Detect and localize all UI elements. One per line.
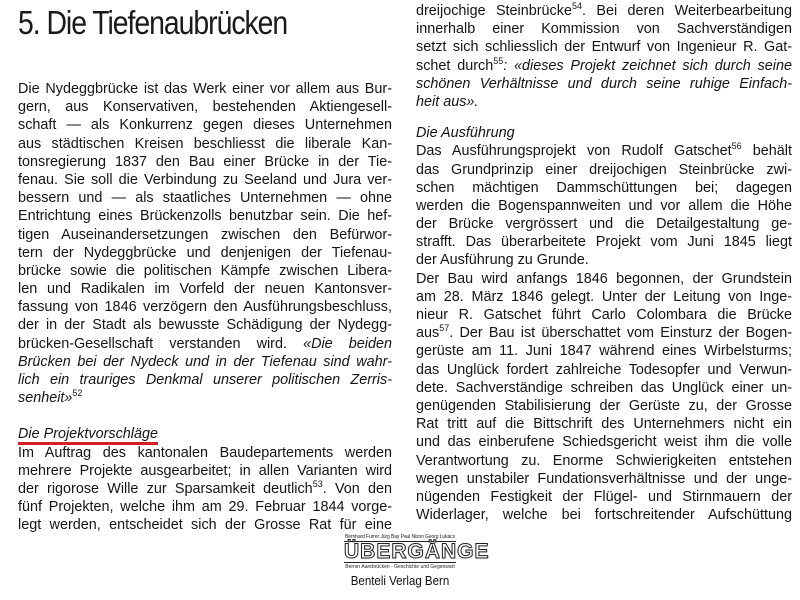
paragraph-gap: [416, 111, 792, 124]
text-line: tern der Nydeggbrücke und denjenigen der Tiefenau-: [18, 244, 392, 261]
text-line: der in der Stadt als bewusste Schädigung der Nydegg-: [18, 317, 392, 334]
text-line: Im Auftrag des kantonalen Baudepartements werden: [18, 444, 392, 461]
text-line: Rat tritt auf die Bittschrift des Unternehmers nicht ein: [416, 416, 792, 433]
chapter-heading: 5. Die Tiefenaubrücken: [18, 4, 288, 41]
text-fragment: behält: [741, 143, 792, 160]
right-column: [416, 2, 792, 524]
text-line: [18, 389, 392, 407]
footnote-ref: 57: [439, 323, 450, 334]
text-line: strafft. Das überarbeitete Projekt vom Juni 1845 liegt: [416, 234, 792, 251]
text-line: Verantwortung zu. Enorme Schwierigkeiten entstehen: [416, 452, 792, 469]
text-line: [18, 480, 392, 498]
book-logo: ÜBERGÄNGE: [344, 540, 490, 563]
text-line: schaft — als Konkurrenz gegen dieses Unternehmen: [18, 117, 392, 134]
author-credits: Bernhard Furrer Jürg Bay Paul Nizon Georg Lukács: [345, 534, 455, 540]
text-line: len und Radikalen im Vorfeld der neuen Kantonsver-: [18, 281, 392, 298]
text-line: das Grundprinzip einer dreijochigen Steinbrücke zwi-: [416, 161, 792, 178]
text-line: fünf Projekten, welche ihm am 29. Februar 1844 vorge-: [18, 499, 392, 516]
footnote-ref: 54: [571, 1, 582, 12]
text-line: legt werden, entscheidet sich der Grosse Rat für eine: [18, 517, 392, 534]
text-line: [416, 57, 792, 75]
text-line: [18, 335, 392, 353]
footnote-ref: 56: [731, 141, 742, 152]
text-line: wegen unstabiler Fundationsverhältnisse und der unge-: [416, 470, 792, 487]
section-heading-execution: Die Ausführung: [416, 125, 515, 142]
text-line: der Brücke vergrössert und die Detailgestaltung ge-: [416, 216, 792, 233]
text-line: Die Nydeggbrücke ist das Werk einer vor allem aus Bur-: [18, 81, 392, 97]
text-line: innerhalb einer Kommission von Sachverständigen: [416, 21, 792, 38]
quote-fragment: senheit»: [18, 390, 73, 407]
footnote-ref: 53: [312, 479, 323, 490]
text-fragment: schet durch: [416, 57, 494, 74]
text-line: schen mächtigen Dammschüttungen bei; dagegen: [416, 179, 792, 196]
text-line: nügenden Festigkeit der Flügel- und Stirnmauern der: [416, 488, 792, 505]
text-line: [416, 2, 792, 20]
text-line: setzt sich schliesslich der Entwurf von Ingenieur R. Gat-: [416, 39, 792, 56]
left-column: [18, 80, 392, 535]
section-heading-projects: [18, 425, 392, 443]
text-line: aus städtischen Kreisen beschliesst die liberale Kan-: [18, 135, 392, 152]
text-line: genügenden Stabilisierung der Gerüste zu, der Grosse: [416, 397, 792, 414]
text-line: der Ausführung zu Grunde.: [416, 252, 589, 269]
section-heading-text: Die Projektvorschläge: [18, 427, 158, 445]
book-subtitle: Berner Aarebrücken - Geschichte und Gegenwart: [345, 564, 455, 570]
text-line: Widerlager, welche bei fortschreitender Aufschüttung: [416, 507, 792, 524]
text-line: Der Bau wird anfangs 1846 begonnen, der Grundstein: [416, 270, 792, 287]
text-line: das Unglück fordert zahlreiche Todesopfer und Verwun-: [416, 361, 792, 378]
text-line: [416, 324, 792, 342]
text-line: brücke sowie die politischen Kämpfe zwischen Libera-: [18, 262, 392, 279]
publisher-name: Benteli Verlag Bern: [350, 574, 450, 588]
text-fragment: dreijochige Steinbrücke: [416, 3, 572, 19]
text-line: dete. Sachverständige schreiben das Unglück einer un-: [416, 379, 792, 396]
quote-line: heit aus».: [416, 93, 479, 110]
text-line: bessern und — als staatliches Unternehmen — ohne: [18, 190, 392, 207]
text-line: tigen Auseinandersetzungen zwischen den Befürwor-: [18, 226, 392, 243]
text-fragment: der rigorose Wille zur Sparsamkeit deutlich: [18, 480, 313, 497]
text-line: mehrere Projekte ausgearbeitet; in allen Varianten wird: [18, 462, 392, 479]
text-line: werden die Bogenspannweiten und vor allem die Höhe: [416, 197, 792, 214]
quote-line: schönen Verhältnisse und durch seine ruhige Einfach-: [416, 75, 792, 92]
footnote-ref: 52: [72, 388, 83, 399]
text-line: und das einberufene Schiedsgericht weist ihm die volle: [416, 434, 792, 451]
quote-fragment: «Die beiden: [303, 335, 392, 352]
text-line: tonsregierung 1837 den Bau einer Brücke in der Tie-: [18, 153, 392, 170]
text-fragment: brücken-Gesellschaft verstanden wird.: [18, 335, 287, 352]
text-line: nieur R. Gatschet führt Carlo Colombara die Brücke: [416, 307, 792, 323]
text-fragment: . Der Bau ist überschattet vom Einsturz der Bogen-: [449, 325, 792, 342]
paragraph-gap: [18, 407, 392, 425]
text-fragment: Das Ausführungsprojekt von Rudolf Gatschet: [416, 143, 732, 160]
publisher-footer: [340, 534, 490, 589]
text-fragment: aus: [416, 325, 440, 342]
text-fragment: . Bei deren Weiterbearbeitung: [581, 3, 793, 19]
text-line: [416, 142, 792, 160]
text-line: Entrichtung eines Brückenzolls benutzbar sein. Die hef-: [18, 208, 392, 225]
text-line: fenau. Sie soll die Verbindung zu Seeland und Jura ver-: [18, 171, 392, 188]
footnote-ref: 55: [493, 55, 504, 66]
text-line: am 28. März 1846 gelegt. Unter der Leitung von Inge-: [416, 288, 792, 305]
text-line: gern, aus Konservativen, bestehenden Aktiengesell-: [18, 99, 392, 116]
quote-line: Brücken bei der Nydeck und in der Tiefenau sind wahr-: [18, 353, 392, 370]
quote-line: lich ein trauriges Denkmal unserer politischen Zerris-: [18, 372, 392, 388]
text-line: gerüste am 11. Juni 1847 während eines Wirbelsturms;: [416, 343, 792, 360]
text-fragment: . Von den: [322, 480, 392, 497]
text-line: fassung von 1846 verzögern den Ausführungsbeschluss,: [18, 299, 392, 316]
quote-fragment: : «dieses Projekt zeichnet sich durch seine: [503, 57, 792, 74]
